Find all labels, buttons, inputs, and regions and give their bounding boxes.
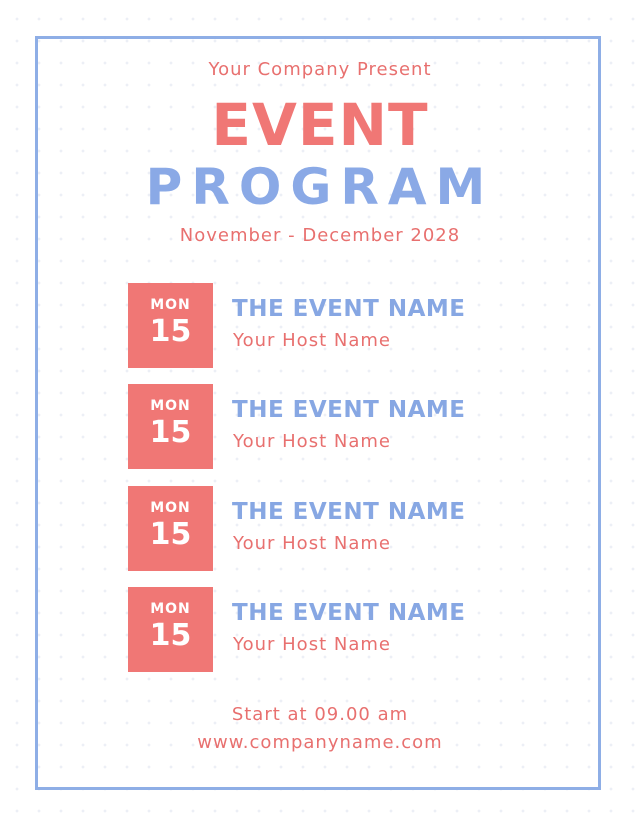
title-event: EVENT	[211, 91, 429, 159]
event-item	[128, 283, 528, 369]
start-time: Start at 09.00 am	[231, 704, 409, 725]
date-weekday: MON	[150, 500, 191, 516]
title-program: PROGRAM	[145, 158, 495, 216]
presenter-line: Your Company Present	[208, 59, 432, 80]
event-item	[128, 587, 528, 673]
date-number: 15	[149, 314, 192, 349]
date-number: 15	[149, 618, 192, 653]
date-range: November - December 2028	[179, 225, 461, 246]
date-number: 15	[149, 415, 192, 450]
date-badge	[128, 283, 213, 368]
event-name: THE EVENT NAME	[232, 397, 466, 423]
date-weekday: MON	[150, 601, 191, 617]
host-name: Your Host Name	[233, 634, 391, 655]
host-name: Your Host Name	[233, 330, 391, 351]
date-badge	[128, 384, 213, 469]
date-badge	[128, 486, 213, 571]
event-name: THE EVENT NAME	[232, 600, 466, 626]
event-name: THE EVENT NAME	[232, 296, 466, 322]
date-badge	[128, 587, 213, 672]
host-name: Your Host Name	[233, 533, 391, 554]
host-name: Your Host Name	[233, 431, 391, 452]
date-number: 15	[149, 517, 192, 552]
event-item	[128, 486, 528, 572]
date-weekday: MON	[150, 297, 191, 313]
website-url: www.companyname.com	[197, 732, 443, 753]
date-weekday: MON	[150, 398, 191, 414]
event-name: THE EVENT NAME	[232, 499, 466, 525]
event-item	[128, 384, 528, 470]
